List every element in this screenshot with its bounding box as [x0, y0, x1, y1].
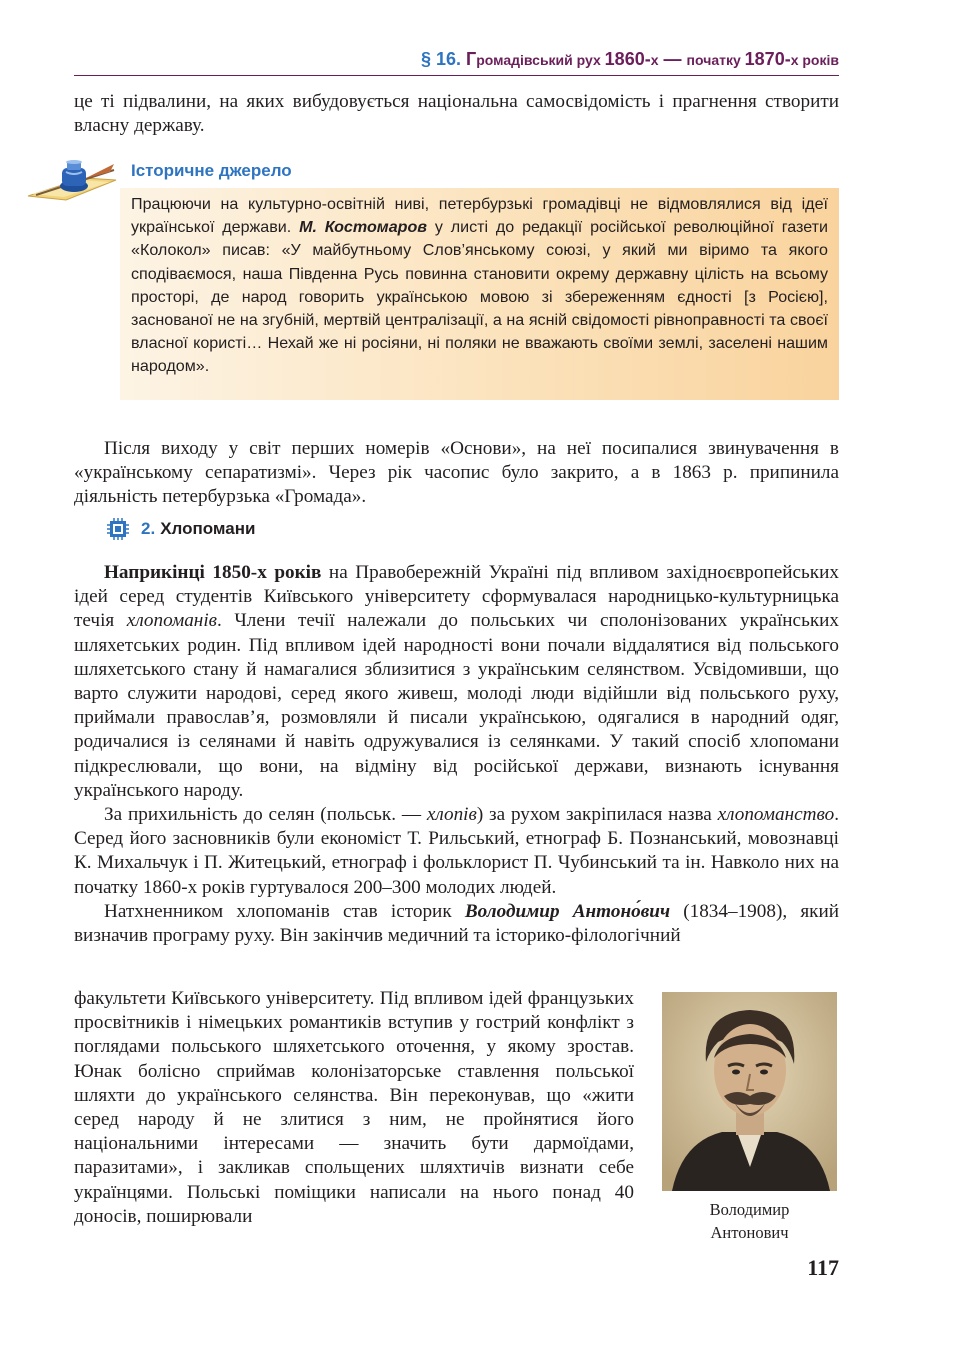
- header-title: Громадівський рух 1860-х — початку 1870-х років: [466, 49, 839, 69]
- section-heading: [107, 516, 255, 542]
- section-number: 2.: [141, 519, 156, 538]
- source-title: Історичне джерело: [131, 161, 292, 180]
- portrait-image: [662, 992, 837, 1191]
- running-header: [74, 44, 839, 74]
- portrait-photo: [662, 992, 837, 1191]
- inkwell-quill-icon: [26, 158, 118, 202]
- section-title: Хлопомани: [160, 519, 256, 538]
- page-number: 117: [807, 1255, 839, 1280]
- portrait-caption: Володимир Антонович: [709, 1200, 790, 1242]
- paragraph-3: Натхненником хлопоманів став історик Володимир Антоно́вич (1834–1908), який визначив програму руху. Він закінчив медичний та історико-філологічний: [74, 900, 839, 947]
- body-text: [74, 561, 839, 948]
- paragraph-3-continued: факультети Київського університету. Під впливом ідей французьких просвітників і німецьких романтиків вступив у гострий конфлікт з поглядами польського шляхетського оточення, у якому зростав. Юнак болісно сприймав колонізаторське ставлення польської шляхти до українського селянства. Він переконував, що «жити серед народу й не злитися з ним, не пройнятися його національними інтересами — значить бути дармоїдами, паразитами», і закликав спольщених шляхтичів визнати себе українцями. Польські поміщики написали на нього понад 40 доносів, поширювали: [74, 988, 634, 1227]
- paragraph-2: За прихильність до селян (польськ. — хлопів) за рухом закріпилася назва хлопоманство. Серед його засновників були економіст Т. Рильський, етнограф Б. Познанський, мовознавці К. Михальчук і П. Житецький, етнограф і фольклорист П. Чубинський та ін. Навколо них на початку 1860-х років гуртувалося 200–300 молодих людей.: [74, 804, 839, 898]
- after-source-paragraph: Після виходу у світ перших номерів «Основи», на неї посипалися звинувачення в «українському сепаратизмі». Через рік часопис було закрито, а в 1863 р. припинила діяльність петербурзька «Громада».: [74, 438, 839, 508]
- chip-icon: [107, 518, 129, 540]
- header-rule: [74, 75, 839, 76]
- header-section-number: § 16.: [420, 49, 462, 69]
- source-quote: Працюючи на культурно-освітній ниві, петербурзькі громадівці не відмовлялися від ідеї української держави. М. Костомаров у листі до редакції російської революційної газети «Колокол» писав: «У майбутньому Слов’янському союзі, у який ми віримо та якого сподіваємося, наша Південна Русь повинна становити окрему державну цілість на всьому просторі, де народ говорить українською мовою зі збереженням єдності [з Росією], заснованої не на згубній, мертвій централізації, а на ясній свідомості рівноправності та своєї власної користі… Нехай же ні росіяни, ні поляки не вважають своїми землі, заселені нашим народом».: [131, 195, 829, 376]
- paragraph-1: Наприкінці 1850-х років на Правобережній Україні під впливом західноєвропейських ідей серед студентів Київського університету сформувалася народницько-культурницька течія хлопоманів. Члени течії належали до польських чи сполонізованих українських шляхетських родин. Під впливом ідей народності вони почали віддалятися від польського шляхетського стану й намагалися зблизитися з українським селянством. Усвідомивши, що варто служити народові, серед якого живеш, молоді люди відійшли від польського руху, приймали православ’я, розмовляли й писали українською, одягалися в народний одяг, родичалися із селянами й навіть одружувалися із селянками. У такий спосіб хлопомани підкреслювали, що вони, на відміну від російської держави, визнають існування українського народу.: [74, 562, 840, 801]
- intro-paragraph: це ті підвалини, на яких вибудовується національна самосвідомість і прагнення створити власну державу.: [74, 91, 839, 137]
- source-author: М. Костомаров: [299, 218, 428, 237]
